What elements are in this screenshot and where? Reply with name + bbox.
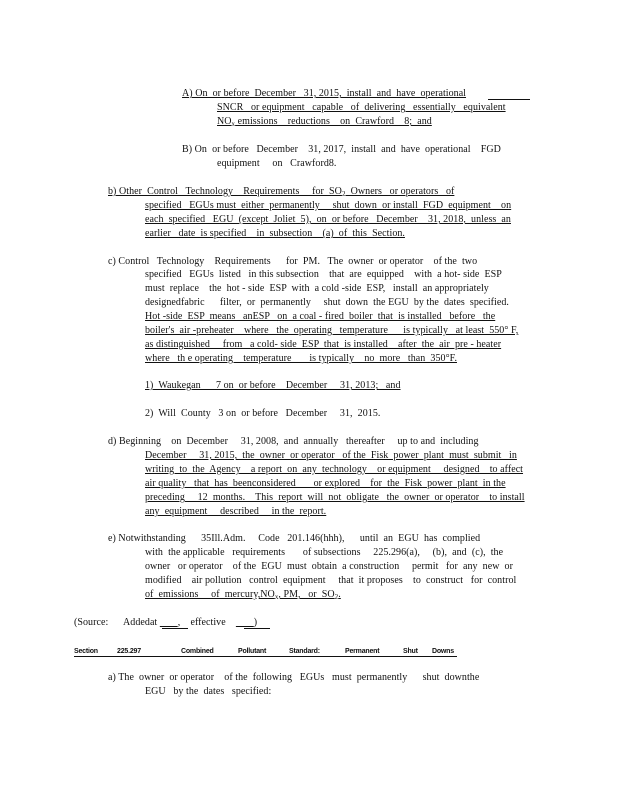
final-paragraph-line-1: a) The owner or operator of the following EGUs must permanently shut downthe: [108, 672, 480, 683]
section-label: Section: [74, 648, 98, 655]
paragraph-d-line-6: any equipment described in the report.: [145, 506, 327, 517]
paragraph-c-line-4: designedfabric filter, or permanently shut down the EGU by the dates specified.: [145, 297, 509, 308]
paragraph-c-line-7: as distinguished from a cold- side ESP that is installed after the air pre - heater: [145, 339, 502, 350]
paragraph-d-line-3: writing to the Agency a report on any technology or equipment designed to affect: [145, 464, 524, 475]
section-header-underline: [74, 656, 457, 657]
paragraph-e-line-5: of emissions of $mercury,NO_x$, PM, or $SO_2$.: [145, 589, 341, 601]
paragraph-c-item-1: 1) Waukegan 7 on or before December 31, 2013; and: [145, 380, 401, 391]
item-a-line-3: $NO_x$ emissions reductions on Crawford 8; and: [217, 116, 432, 128]
paragraph-b-line-4: earlier date is specified in subsection (a) of this Section.: [145, 228, 405, 239]
paragraph-e-line-1: e) Notwithstanding 35Ill.Adm. Code 201.146(hhh), until an EGU has complied: [108, 533, 481, 544]
paragraph-c-line-3: must replace the hot - side ESP with a cold -side ESP, install an appropriately: [145, 283, 489, 294]
paragraph-c-item-2: 2) Will County 3 on or before December 31, 2015.: [145, 408, 381, 419]
blank-added-date: [162, 628, 188, 629]
paragraph-b-line-2: specified EGUs must either permanently shut down or install FGD equipment on: [145, 200, 512, 211]
section-title-word-2: Pollutant: [238, 648, 267, 655]
section-title-word-1: Combined: [181, 648, 214, 655]
paragraph-d-line-4: air quality that has beenconsidered or explored for the Fisk power plant in the: [145, 478, 506, 489]
source-note: (Source: Addedat , effective ): [74, 617, 258, 628]
paragraph-b-line-3: each specified EGU (except Joliet 5), on or before December 31, 2018, unless an: [145, 214, 511, 225]
section-title-word-3: Standard:: [289, 648, 320, 655]
paragraph-b-line-1: b) Other Control Technology Requirements for $SO_2$ Owners or operators of: [108, 186, 455, 198]
paragraph-d-line-2: December 31, 2015, the owner or operator of the Fisk power plant must submit in: [145, 450, 517, 461]
paragraph-c-line-6: boiler's air -preheater where the operating temperature is typically at least 550° F,: [145, 325, 519, 336]
paragraph-e-line-3: owner or operator of the EGU must obtain a construction permit for any new or: [145, 561, 513, 572]
paragraph-d-line-5: preceding 12 months. This report will not obligate the owner or operator to install: [145, 492, 525, 503]
paragraph-e-line-2: with the applicable requirements of subsections 225.296(a), (b), and (c), the: [145, 547, 504, 558]
section-title-word-5: Shut: [403, 648, 418, 655]
paragraph-c-line-2: specified EGUs listed in this subsection that are equipped with a hot- side ESP: [145, 269, 502, 280]
paragraph-c-line-8: where th e operating temperature is typically no more than 350°F.: [145, 353, 457, 364]
section-number: 225.297: [117, 648, 141, 655]
item-b-line-1: B) On or before December 31, 2017, install and have operational FGD: [182, 144, 501, 155]
section-title-word-6: Downs: [432, 648, 454, 655]
underline-extension: [488, 99, 530, 100]
item-a-line-1: A) On or before December 31, 2015, install and have operational: [182, 88, 467, 99]
item-a-line-2: SNCR or equipment capable of delivering essentially equivalent: [217, 102, 506, 113]
paragraph-c-line-5: Hot -side ESP means anESP on a coal - fired boiler that is installed before the: [145, 311, 496, 322]
section-title-word-4: Permanent: [345, 648, 380, 655]
blank-effective-date: [244, 628, 270, 629]
item-b-line-2: equipment on Crawford8.: [217, 158, 337, 169]
paragraph-e-line-4: modified air pollution control equipment that it proposes to construct for control: [145, 575, 517, 586]
paragraph-c-line-1: c) Control Technology Requirements for PM. The owner or operator of the two: [108, 256, 478, 267]
final-paragraph-line-2: EGU by the dates specified:: [145, 686, 272, 697]
paragraph-d-line-1: d) Beginning on December 31, 2008, and annually thereafter up to and including: [108, 436, 479, 447]
